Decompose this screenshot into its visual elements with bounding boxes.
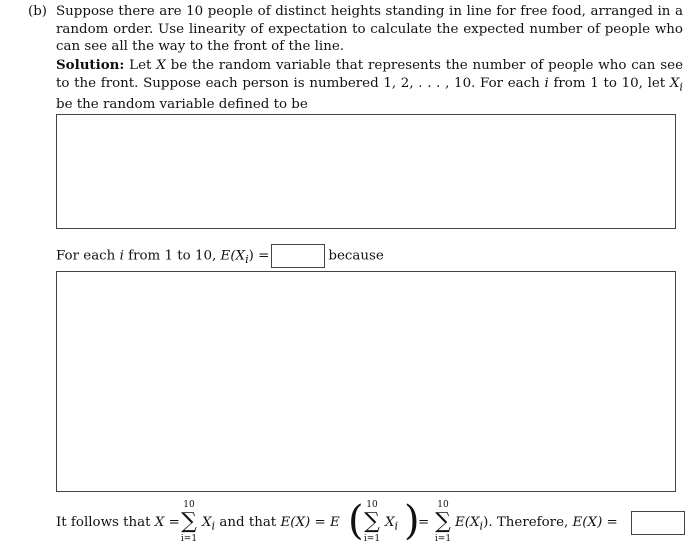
expectation-text: For each bbox=[56, 248, 120, 264]
question-label: (b) bbox=[28, 4, 48, 19]
solution-label: Solution: bbox=[56, 57, 125, 73]
sum-1 bbox=[179, 500, 199, 544]
sum-upper-limit: 10 bbox=[366, 500, 378, 510]
final-mid bbox=[202, 515, 340, 533]
exi-expr: E(X bbox=[455, 515, 480, 530]
var-x: X bbox=[156, 58, 166, 73]
solution-paragraph bbox=[56, 57, 683, 113]
sum-sigma: ∑ bbox=[364, 509, 380, 534]
var-xi: X bbox=[669, 75, 680, 91]
var-xi-subscript: i bbox=[679, 80, 683, 94]
expectation-line bbox=[56, 244, 384, 269]
var-xi-subscript: i bbox=[211, 519, 216, 533]
final-ex-equals: E(X) = bbox=[572, 515, 618, 530]
equals-sign: = bbox=[418, 515, 430, 530]
ex-equals-e: E(X) = E bbox=[280, 515, 340, 530]
definition-answer-box[interactable] bbox=[56, 114, 676, 229]
question-paragraph bbox=[28, 3, 683, 56]
var-xi: X bbox=[202, 515, 212, 530]
sum-2 bbox=[362, 500, 382, 544]
expectation-subscript: i bbox=[245, 253, 249, 267]
sum-upper-limit: 10 bbox=[183, 500, 195, 510]
final-lead bbox=[56, 515, 180, 530]
solution-text: from 1 to 10, let bbox=[548, 75, 670, 91]
final-answer-input[interactable] bbox=[631, 511, 685, 535]
open-paren: ( bbox=[348, 498, 364, 544]
final-tail bbox=[455, 515, 618, 533]
expectation-value-input[interactable] bbox=[271, 244, 325, 268]
sum-sigma: ∑ bbox=[181, 509, 197, 534]
solution-text: be the random variable defined to be bbox=[56, 96, 308, 112]
inner-xi bbox=[385, 515, 398, 533]
expectation-equals: ) = bbox=[248, 248, 270, 264]
x-equals: X = bbox=[154, 515, 180, 530]
var-xi-subscript: i bbox=[394, 519, 399, 533]
sum-3 bbox=[433, 500, 453, 544]
close-paren: ) bbox=[404, 498, 420, 544]
sum-lower-limit: i=1 bbox=[180, 534, 198, 544]
var-xi: X bbox=[385, 515, 395, 530]
expectation-expr: E(X bbox=[220, 248, 246, 264]
sum-upper-limit: 10 bbox=[437, 500, 449, 510]
sum-lower-limit: i=1 bbox=[363, 534, 381, 544]
expectation-text: from 1 to 10, bbox=[123, 248, 221, 264]
sum-sigma: ∑ bbox=[435, 509, 451, 534]
solution-text: be the random variable that represents the number of people who can see to the front. Suppose each person is numbered 1, 2, . . . , 10. For each bbox=[56, 58, 683, 91]
exi-subscript: i bbox=[479, 519, 484, 533]
sum-lower-limit: i=1 bbox=[434, 534, 452, 544]
question-text: Suppose there are 10 people of distinct heights standing in line for free food, arranged in a random order. Use linearity of expectation to calculate the expected number of people who can see all the way to the front of the line. bbox=[56, 4, 683, 54]
solution-text: Let bbox=[129, 58, 157, 73]
final-lead-text: It follows that bbox=[56, 515, 155, 530]
because-label: because bbox=[328, 248, 384, 264]
var-i: i bbox=[119, 248, 124, 264]
and-that-text: and that bbox=[215, 515, 281, 530]
var-i: i bbox=[544, 75, 549, 91]
therefore-text: ). Therefore, bbox=[483, 515, 573, 530]
reasoning-answer-box[interactable] bbox=[56, 271, 676, 492]
